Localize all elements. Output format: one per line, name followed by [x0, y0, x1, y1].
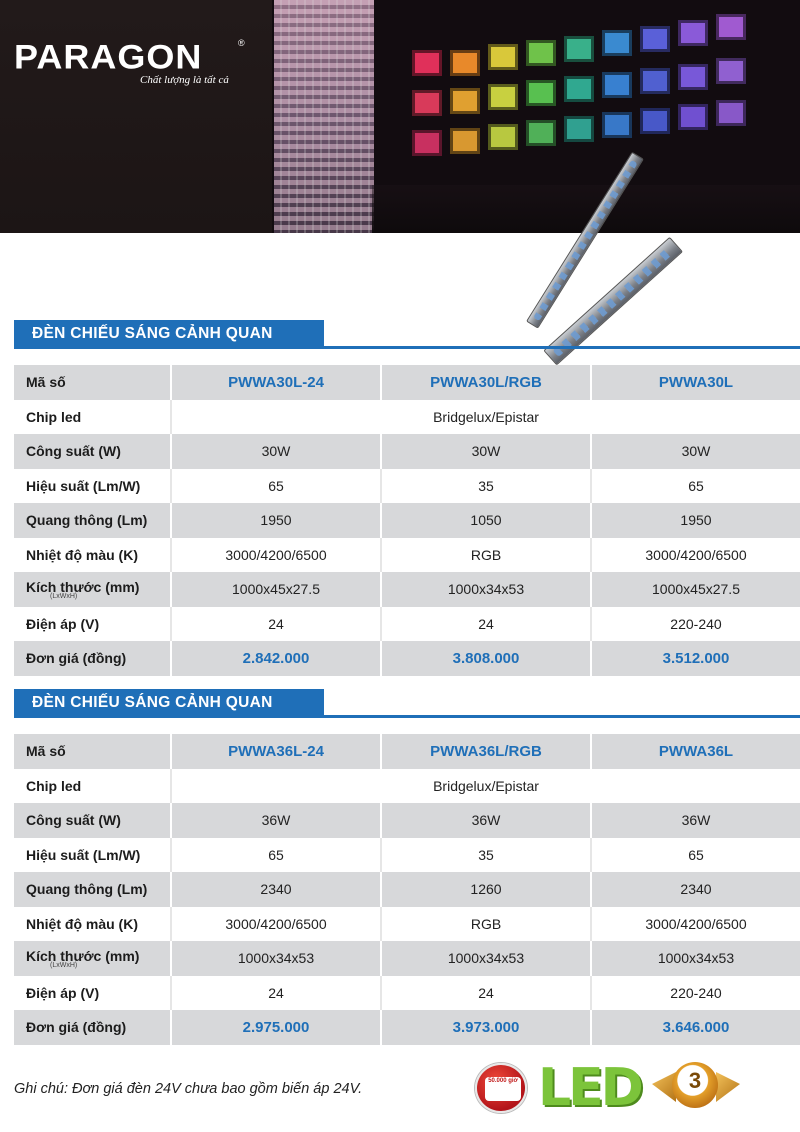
row-label: Hiệu suất (Lm/W)	[14, 838, 170, 873]
chip-value: Bridgelux/Epistar	[170, 769, 800, 804]
row-label: Công suất (W)	[14, 803, 170, 838]
table-row-efficiency	[14, 469, 800, 504]
cell-value: 65	[590, 838, 800, 873]
cell-value: 3000/4200/6500	[170, 907, 380, 942]
model-code: PWWA36L-24	[170, 734, 380, 769]
table-row-chip	[14, 769, 800, 804]
cell-value: 35	[380, 469, 590, 504]
section-header-2	[14, 689, 800, 719]
cell-value: 2340	[590, 872, 800, 907]
cell-value: 30W	[590, 434, 800, 469]
size-label: Kích thước (mm)	[26, 578, 140, 595]
section-header-1	[14, 320, 800, 350]
table-row-code	[14, 365, 800, 400]
model-code: PWWA30L/RGB	[380, 365, 590, 400]
badge-wing-right	[716, 1072, 740, 1102]
cell-value: 65	[590, 469, 800, 504]
cell-value: RGB	[380, 538, 590, 573]
cell-value: 36W	[170, 803, 380, 838]
led-logo: LED	[538, 1058, 641, 1118]
row-label: Đơn giá (đồng)	[14, 1010, 170, 1045]
row-label: Quang thông (Lm)	[14, 872, 170, 907]
table-row-power	[14, 434, 800, 469]
cell-value: 36W	[380, 803, 590, 838]
row-label: Mã số	[14, 365, 170, 400]
size-sublabel: (LxWxH)	[50, 592, 78, 600]
size-sublabel: (LxWxH)	[50, 961, 78, 969]
cell-value: 1000x34x53	[380, 941, 590, 976]
cell-value: 1950	[170, 503, 380, 538]
cell-value: 24	[170, 976, 380, 1011]
table-row-cct	[14, 907, 800, 942]
cell-value: 1000x45x27.5	[590, 572, 800, 607]
row-label: Nhiệt độ màu (K)	[14, 538, 170, 573]
header-banner	[0, 0, 800, 233]
cell-value: 1050	[380, 503, 590, 538]
cell-value: 1950	[590, 503, 800, 538]
section-divider	[14, 715, 800, 718]
row-label: Chip led	[14, 400, 170, 435]
cell-value: 24	[380, 607, 590, 642]
table-row-voltage	[14, 607, 800, 642]
cell-value: 30W	[380, 434, 590, 469]
table-row-chip	[14, 400, 800, 435]
table-row-cct	[14, 538, 800, 573]
row-label: Mã số	[14, 734, 170, 769]
row-label: Chip led	[14, 769, 170, 804]
cell-value: 3000/4200/6500	[590, 538, 800, 573]
cell-value: 3000/4200/6500	[170, 538, 380, 573]
model-code: PWWA30L	[590, 365, 800, 400]
cell-value: 220-240	[590, 976, 800, 1011]
row-label: Đơn giá (đồng)	[14, 641, 170, 676]
section-title: ĐÈN CHIẾU SÁNG CẢNH QUAN	[14, 689, 324, 717]
table-row-code	[14, 734, 800, 769]
row-label: Điện áp (V)	[14, 607, 170, 642]
logo-block	[0, 0, 272, 233]
cell-value: 24	[170, 607, 380, 642]
cell-value: 30W	[170, 434, 380, 469]
cell-value: 2340	[170, 872, 380, 907]
table-row-power	[14, 803, 800, 838]
row-label: Quang thông (Lm)	[14, 503, 170, 538]
cell-value: 220-240	[590, 607, 800, 642]
price-value: 3.512.000	[590, 641, 800, 676]
row-label: Điện áp (V)	[14, 976, 170, 1011]
model-code: PWWA36L/RGB	[380, 734, 590, 769]
lit-tower-image	[274, 0, 374, 233]
row-label: Nhiệt độ màu (K)	[14, 907, 170, 942]
size-label: Kích thước (mm)	[26, 947, 140, 964]
cell-value: 1000x34x53	[590, 941, 800, 976]
price-value: 3.808.000	[380, 641, 590, 676]
row-label	[14, 572, 170, 607]
table-row-price	[14, 1010, 800, 1045]
row-label	[14, 941, 170, 976]
brand-tagline: Chất lượng là tất cả	[140, 74, 229, 86]
spec-table-1	[14, 365, 800, 676]
cell-value: RGB	[380, 907, 590, 942]
badge-hours-text: 50.000 giờ	[485, 1077, 521, 1101]
table-row-voltage	[14, 976, 800, 1011]
cell-value: 35	[380, 838, 590, 873]
warranty-badge	[652, 1062, 740, 1112]
table-row-flux	[14, 872, 800, 907]
table-row-flux	[14, 503, 800, 538]
cell-value: 65	[170, 838, 380, 873]
cell-value: 1000x45x27.5	[170, 572, 380, 607]
table-row-size	[14, 941, 800, 976]
footer-note: Ghi chú: Đơn giá đèn 24V chưa bao gồm biến áp 24V.	[14, 1081, 363, 1097]
cell-value: 3000/4200/6500	[590, 907, 800, 942]
price-value: 2.975.000	[170, 1010, 380, 1045]
spec-table-2	[14, 734, 800, 1045]
price-value: 3.973.000	[380, 1010, 590, 1045]
table-row-efficiency	[14, 838, 800, 873]
row-label: Công suất (W)	[14, 434, 170, 469]
chip-value: Bridgelux/Epistar	[170, 400, 800, 435]
cell-value: 1260	[380, 872, 590, 907]
section-title: ĐÈN CHIẾU SÁNG CẢNH QUAN	[14, 320, 324, 348]
price-value: 2.842.000	[170, 641, 380, 676]
cell-value: 65	[170, 469, 380, 504]
cell-value: 1000x34x53	[170, 941, 380, 976]
brand-logo: PARAGON	[14, 37, 203, 76]
cell-value: 24	[380, 976, 590, 1011]
model-code: PWWA36L	[590, 734, 800, 769]
table-row-price	[14, 641, 800, 676]
table-row-size	[14, 572, 800, 607]
price-value: 3.646.000	[590, 1010, 800, 1045]
cell-value: 36W	[590, 803, 800, 838]
cell-value: 1000x34x53	[380, 572, 590, 607]
lifetime-hours-badge	[475, 1063, 527, 1113]
section-divider	[14, 346, 800, 349]
row-label: Hiệu suất (Lm/W)	[14, 469, 170, 504]
registered-mark: ®	[238, 38, 245, 48]
warranty-years: 3	[688, 1068, 702, 1093]
model-code: PWWA30L-24	[170, 365, 380, 400]
